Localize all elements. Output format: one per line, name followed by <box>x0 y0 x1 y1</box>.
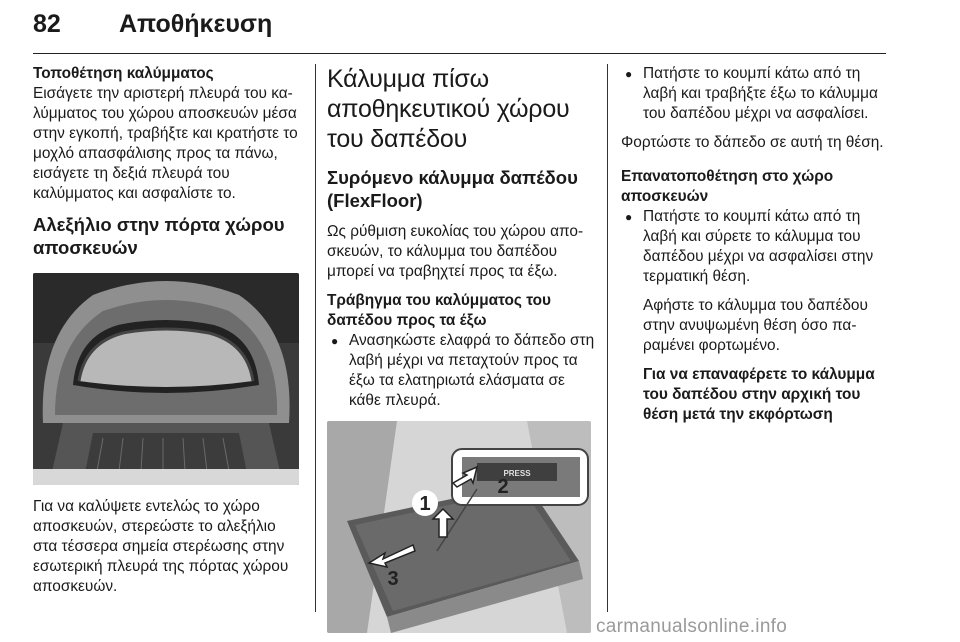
page-header <box>33 8 886 54</box>
section-title: Αποθήκευση <box>119 10 273 38</box>
subheading-pull-out: Τράβηγμα του καλύμματος του δαπέδου προς τα έξω <box>327 292 551 329</box>
bullet-lift-floor: ● Ανασηκώστε ελαφρά το δάπεδο στη λαβή μέχρι να πεταχτούν προς τα έξω τα ελατηριωτά ελάσματα σε κάθε πλευρά. <box>327 331 595 411</box>
bullet-press-slide: ● Πατήστε το κουμπί κάτω από τη λαβή και σύρετε το κάλυμμα του δαπέδου μέχρι να ασφαλίσει στην τερματική θέση. <box>621 207 889 287</box>
heading-flexfloor: Συρόμενο κάλυμμα δαπέδου (FlexFloor) <box>327 167 578 211</box>
paragraph-load-floor: Φορτώστε το δάπεδο σε αυτή τη θέση. <box>621 134 884 151</box>
subheading-reposition: Επανατοποθέτηση στο χώρο αποσκευών <box>621 168 834 205</box>
heading-sunshade: Αλεξήλιο στην πόρτα χώρου αποσκευών <box>33 214 285 258</box>
column-middle <box>327 64 595 633</box>
column-right <box>621 64 889 425</box>
paragraph-flexfloor: Ως ρύθμιση ευκολίας του χώρου αποσκευών, το κάλυμμα του δαπέδου μπορεί να τραβηχτεί προς τα έξω. <box>327 223 584 280</box>
press-label: PRESS <box>503 469 531 478</box>
watermark: carmanualsonline.info <box>596 616 788 637</box>
column-left <box>33 64 301 606</box>
callout-2-label: 2 <box>497 476 509 498</box>
paragraph-leave-raised: Αφήστε το κάλυμμα του δαπέδου στην ανυψωμένη θέση όσο παραμένει φορτωμένο. <box>643 297 868 354</box>
callout-3-label: 3 <box>387 568 399 590</box>
callout-1-label: 1 <box>419 493 431 515</box>
subheading-restore-cover: Για να επαναφέρετε το κάλυμμα του δαπέδου στην αρχική του θέση μετά την εκφόρτωση <box>643 366 875 423</box>
bullet-press-pull: ● Πατήστε το κουμπί κάτω από τη λαβή και τραβήξτε έξω το κάλυμμα του δαπέδου μέχρι να ασφαλίσει. <box>621 64 889 124</box>
column-divider <box>607 64 608 612</box>
paragraph-sunshade: Για να καλύψετε εντελώς το χώρο αποσκευών, στερεώστε το αλεξήλιο στα τέσσερα σημεία στερέωσης στην εσωτερική πλευρά της πόρτας χώρου αποσκευών. <box>33 498 289 595</box>
page-number: 82 <box>33 10 61 38</box>
paragraph-cover-fitting: Εισάγετε την αριστερή πλευρά του καλύμματος του χώρου αποσκευών μέσα στην εγκοπή, τραβήξτε και κρατήστε το μοχλό απασφάλισης προς τα πάνω, εισάγετε τη δεξιά πλευρά του καλύμματος και ασφαλίστε το. <box>33 85 298 202</box>
section-heading-floor-cover: Κάλυμμα πίσω αποθηκευτικού χώρου του δαπέδου <box>327 65 570 153</box>
subheading-cover-fitting: Τοποθέτηση καλύμματος <box>33 65 214 82</box>
column-divider <box>315 64 316 612</box>
tailgate-sunshade-illustration <box>33 273 299 485</box>
flexfloor-illustration <box>327 421 591 633</box>
